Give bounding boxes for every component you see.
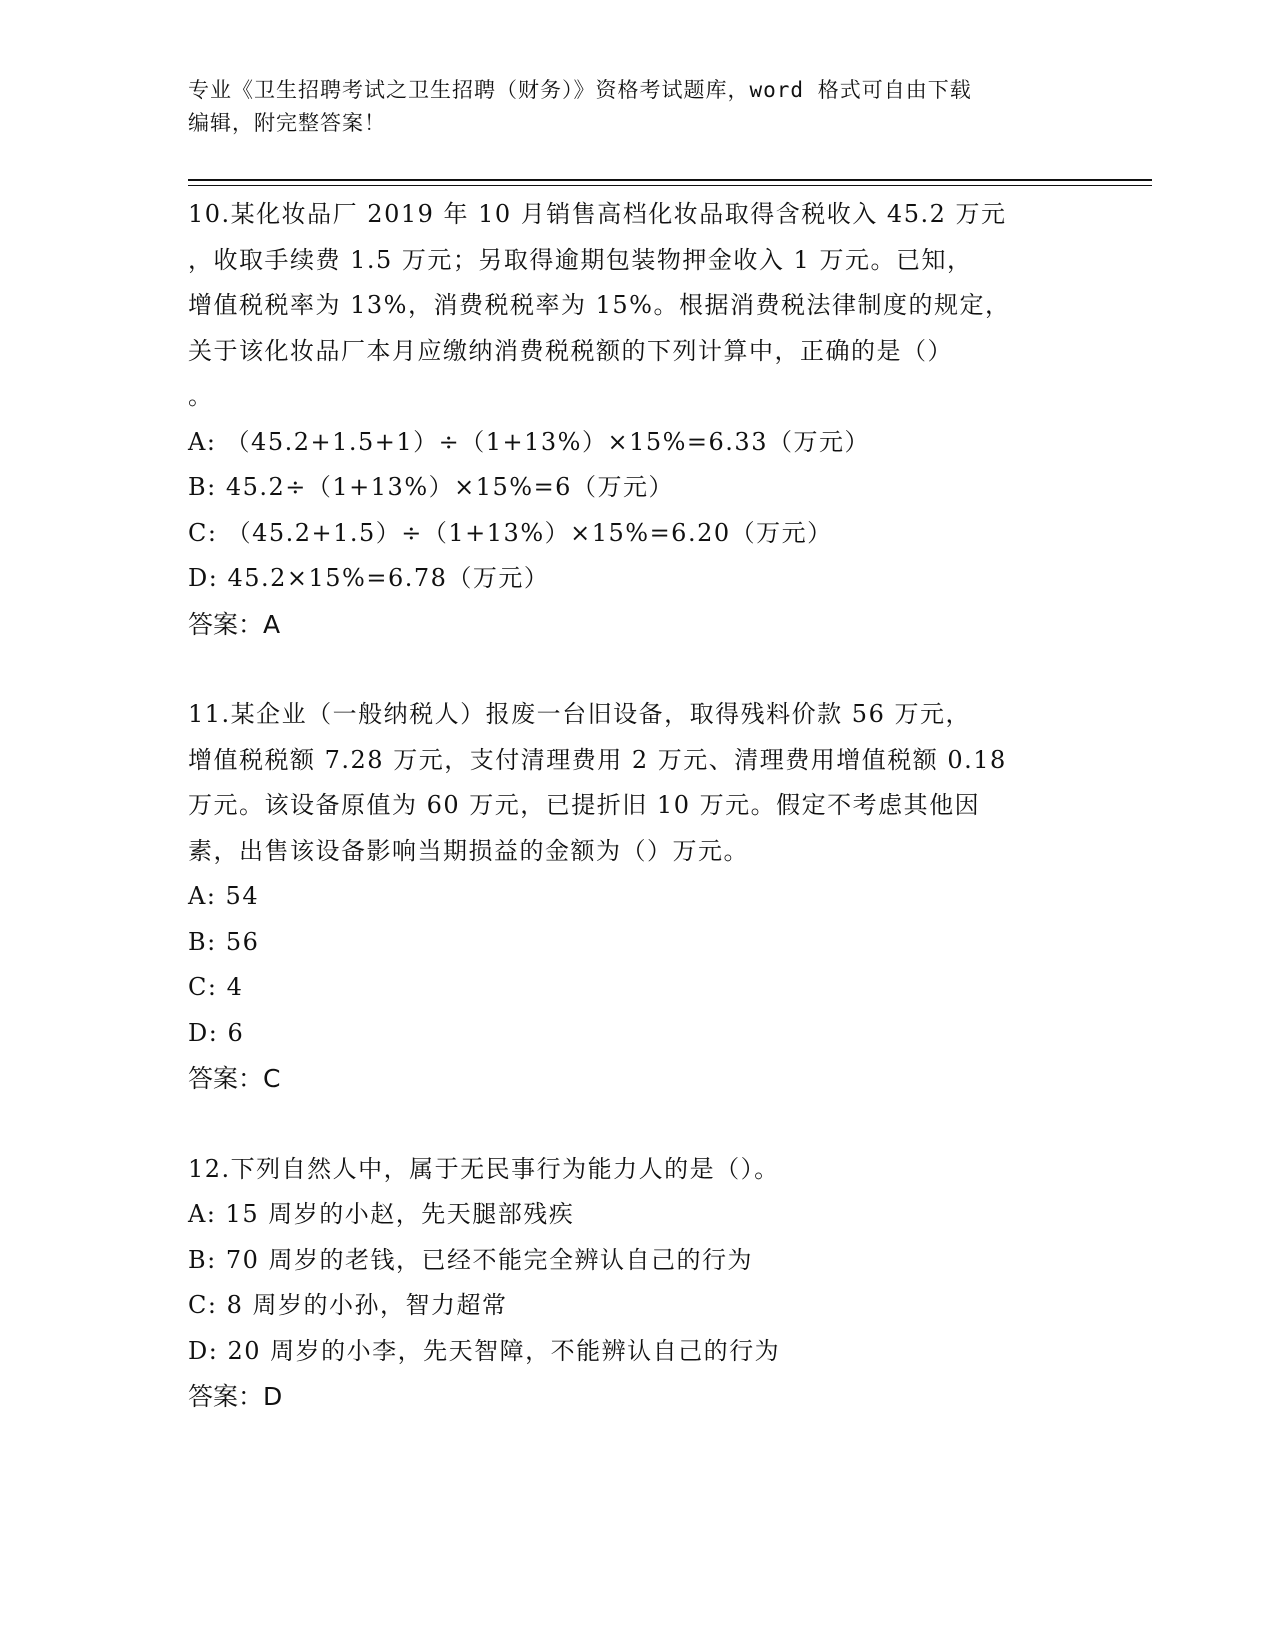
header-line-1: 专业《卫生招聘考试之卫生招聘（财务）》资格考试题库，word 格式可自由下载 (188, 78, 972, 102)
question-text-line: 10.某化妆品厂 2019 年 10 月销售高档化妆品取得含税收入 45.2 万元 (188, 200, 1007, 228)
header-divider-thick (188, 179, 1152, 181)
option-d: D: 45.2×15%=6.78（万元） (188, 564, 550, 592)
question-text-line: 。 (188, 382, 214, 410)
answer-label: 答案：A (188, 609, 281, 639)
question-12 (188, 1147, 1088, 1420)
answer-label: 答案：D (188, 1382, 283, 1411)
question-text-line: 增值税税额 7.28 万元，支付清理费用 2 万元、清理费用增值税额 0.18 (188, 745, 1007, 774)
question-text-line: 素，出售该设备影响当期损益的金额为（）万元。 (188, 836, 749, 865)
question-11 (188, 692, 1088, 1102)
question-text-line: 增值税税率为 13%，消费税税率为 15%。根据消费税法律制度的规定， (188, 291, 1011, 319)
question-list (188, 192, 1088, 1420)
option-c: C: 4 (188, 973, 244, 1001)
option-a: A: （45.2+1.5+1）÷（1+13%）×15%=6.33（万元） (188, 427, 870, 456)
document-header (188, 74, 1068, 140)
question-text-line: ，收取手续费 1.5 万元；另取得逾期包装物押金收入 1 万元。已知， (188, 245, 973, 274)
option-b: B: 45.2÷（1+13%）×15%=6（万元） (188, 473, 674, 501)
header-divider-thin (188, 185, 1152, 186)
question-text-line: 关于该化妆品厂本月应缴纳消费税税额的下列计算中，正确的是（） (188, 336, 953, 365)
option-d: D: 6 (188, 1018, 245, 1047)
question-10 (188, 192, 1088, 647)
option-a: A: 15 周岁的小赵，先天腿部残疾 (188, 1200, 575, 1228)
option-c: C: （45.2+1.5）÷（1+13%）×15%=6.20（万元） (188, 518, 833, 547)
option-b: B: 70 周岁的老钱，已经不能完全辨认自己的行为 (188, 1245, 754, 1274)
question-text-line: 11.某企业（一般纳税人）报废一台旧设备，取得残料价款 56 万元， (188, 700, 971, 728)
question-text-line: 万元。该设备原值为 60 万元，已提折旧 10 万元。假定不考虑其他因 (188, 791, 981, 819)
option-a: A: 54 (188, 882, 260, 910)
option-c: C: 8 周岁的小孙，智力超常 (188, 1291, 508, 1319)
option-d: D: 20 周岁的小李，先天智障，不能辨认自己的行为 (188, 1336, 781, 1365)
option-b: B: 56 (188, 927, 260, 956)
header-line-2: 编辑，附完整答案！ (188, 111, 386, 135)
answer-label: 答案：C (188, 1064, 281, 1093)
question-text-line: 12.下列自然人中，属于无民事行为能力人的是（）。 (188, 1154, 780, 1183)
